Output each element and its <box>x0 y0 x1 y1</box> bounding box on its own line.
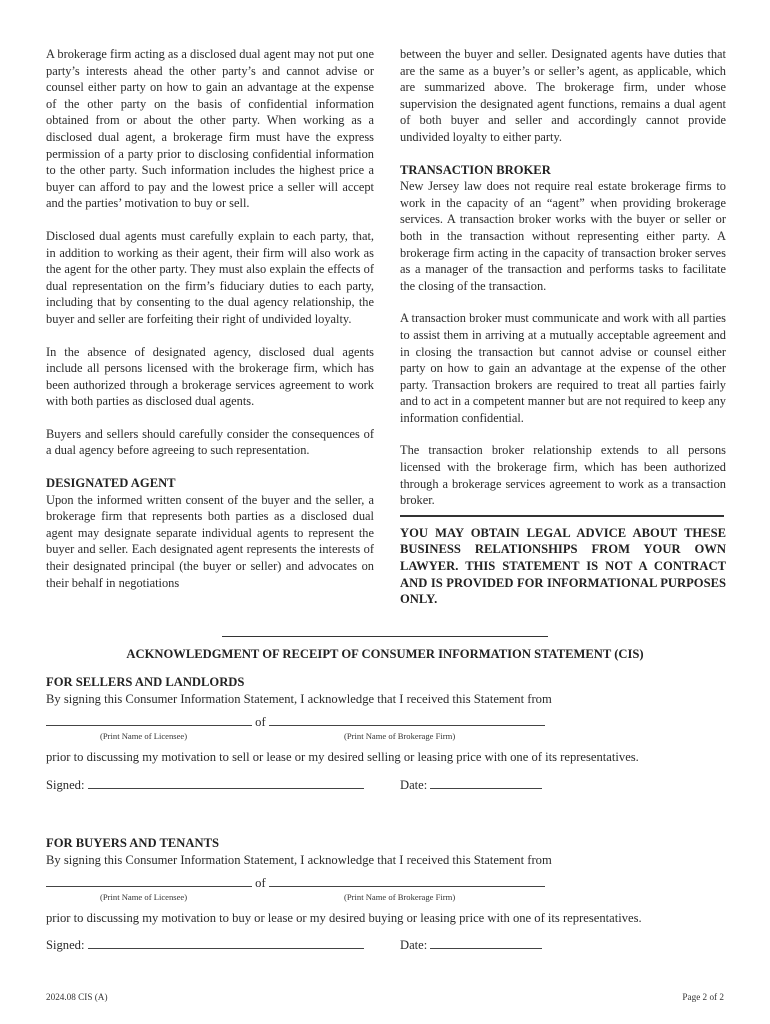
transaction-broker-paragraph-1: New Jersey law does not require real estate brokerage firms to work in the capacity of an “agent” when providing brokerage services. A transaction broker works with the buyer or seller or both in the transaction without representing either party. A brokerage firm acting in the capacity of transaction broker serves as a manager of the transaction and performs tasks to facilitate the closing of the transaction. <box>400 179 726 293</box>
sellers-name-line <box>46 715 545 730</box>
dual-agent-paragraph-4: Buyers and sellers should carefully consider the consequences of a dual agency before agreeing to such representation. <box>46 426 374 458</box>
notice-divider <box>400 515 724 517</box>
sellers-licensee-caption: (Print Name of Licensee) <box>100 731 188 741</box>
sellers-brokerage-firm-field[interactable] <box>269 715 545 726</box>
sellers-date-field[interactable] <box>430 778 542 789</box>
transaction-broker-paragraph-3: The transaction broker relationship extends to all persons licensed with the brokerage firm, which has been authorized through a brokerage services agreement to work as a transaction broker. <box>400 443 726 508</box>
buyers-signature-field[interactable] <box>88 938 364 949</box>
buyers-licensee-caption: (Print Name of Licensee) <box>100 892 188 902</box>
form-id: 2024.08 CIS (A) <box>46 992 108 1002</box>
acknowledgment-title: ACKNOWLEDGMENT OF RECEIPT OF CONSUMER INFORMATION STATEMENT (CIS) <box>126 647 644 661</box>
dual-agent-paragraph-1: A brokerage firm acting as a disclosed dual agent may not put one party’s interests ahead the other party’s and cannot advise or counsel either party on how to gain an advantage at the expense of the other party on the basis of confidential information obtained from or about the other party. When working as a disclosed dual agent, a brokerage firm must have the express permission of a party prior to disclosing confidential information to the other party. Such information includes the highest price a buyer can afford to pay and the lowest price a seller will accept and the parties’ motivation to buy or sell. <box>46 47 374 211</box>
buyers-intro: By signing this Consumer Information Statement, I acknowledge that I received this Statement from <box>46 853 552 867</box>
left-column <box>46 46 374 591</box>
sellers-signature-line <box>46 778 364 793</box>
sellers-signed-label: Signed: <box>46 778 85 792</box>
buyers-date-line <box>400 938 542 953</box>
buyers-licensee-name-field[interactable] <box>46 876 252 887</box>
sellers-licensee-name-field[interactable] <box>46 715 252 726</box>
dual-agent-paragraph-2: Disclosed dual agents must carefully explain to each party, that, in addition to working as their agent, their firm will also work as the agent for the other party. They must also explain the effects of dual representation on the firm’s fiduciary duties to each party, including that by consenting to the dual agency relationship, the buyer and seller are forfeiting their right of undivided loyalty. <box>46 228 374 326</box>
sellers-of-label: of <box>255 715 266 729</box>
acknowledgment-divider <box>222 636 548 637</box>
designated-agent-heading: DESIGNATED AGENT <box>46 476 176 491</box>
sellers-date-label: Date: <box>400 778 428 792</box>
buyers-motivation: prior to discussing my motivation to buy or lease or my desired buying or leasing price with one of its representatives. <box>46 911 642 925</box>
sellers-heading: FOR SELLERS AND LANDLORDS <box>46 675 245 689</box>
transaction-broker-paragraph-2: A transaction broker must communicate and work with all parties to assist them in arriving at a mutually acceptable agreement and in closing the transaction but cannot advise or counsel either party on how to gain an advantage at the expense of the other party. Transaction brokers are required to treat all parties fairly and to act in a competent manner but are not required to keep any information confidential. <box>400 311 726 425</box>
dual-agent-paragraph-3: In the absence of designated agency, disclosed dual agents include all persons licensed with the brokerage firm, which has been authorized through a brokerage services agreement to work with both parties as disclosed dual agents. <box>46 344 374 409</box>
buyers-signed-label: Signed: <box>46 938 85 952</box>
buyers-name-line <box>46 876 545 891</box>
buyers-heading: FOR BUYERS AND TENANTS <box>46 836 219 850</box>
buyers-firm-caption: (Print Name of Brokerage Firm) <box>344 892 456 902</box>
right-column <box>400 46 726 608</box>
designated-agent-continued: between the buyer and seller. Designated agents have duties that are the same as a buyer’s or seller’s agent, as applicable, which are summarized above. The brokerage firm, under whose supervision the designated agent functions, remains a dual agent of both buyer and seller and accordingly cannot provide undivided loyalty to either party. <box>400 47 726 144</box>
designated-agent-paragraph: Upon the informed written consent of the buyer and the seller, a brokerage firm that represents both parties as a disclosed dual agent may designate separate individual agents to represent the buyer and seller. Each designated agent represents the interests of their designated principal (the buyer or seller) and advocates on their behalf in negotiations <box>46 492 374 590</box>
sellers-motivation: prior to discussing my motivation to sell or lease or my desired selling or leasing price with one of its representatives. <box>46 750 639 764</box>
sellers-intro: By signing this Consumer Information Statement, I acknowledge that I received this Statement from <box>46 692 552 706</box>
buyers-signature-line <box>46 938 364 953</box>
sellers-firm-caption: (Print Name of Brokerage Firm) <box>344 731 456 741</box>
page-number: Page 2 of 2 <box>682 992 724 1002</box>
legal-notice: YOU MAY OBTAIN LEGAL ADVICE ABOUT THESE BUSINESS RELATIONSHIPS FROM YOUR OWN LAWYER. THIS STATEMENT IS NOT A CONTRACT AND IS PROVIDED FOR INFORMATIONAL PURPOSES ONLY. <box>400 525 726 607</box>
buyers-brokerage-firm-field[interactable] <box>269 876 545 887</box>
sellers-signature-field[interactable] <box>88 778 364 789</box>
buyers-date-field[interactable] <box>430 938 542 949</box>
buyers-date-label: Date: <box>400 938 428 952</box>
transaction-broker-heading: TRANSACTION BROKER <box>400 162 551 177</box>
sellers-date-line <box>400 778 542 793</box>
buyers-of-label: of <box>255 876 266 890</box>
